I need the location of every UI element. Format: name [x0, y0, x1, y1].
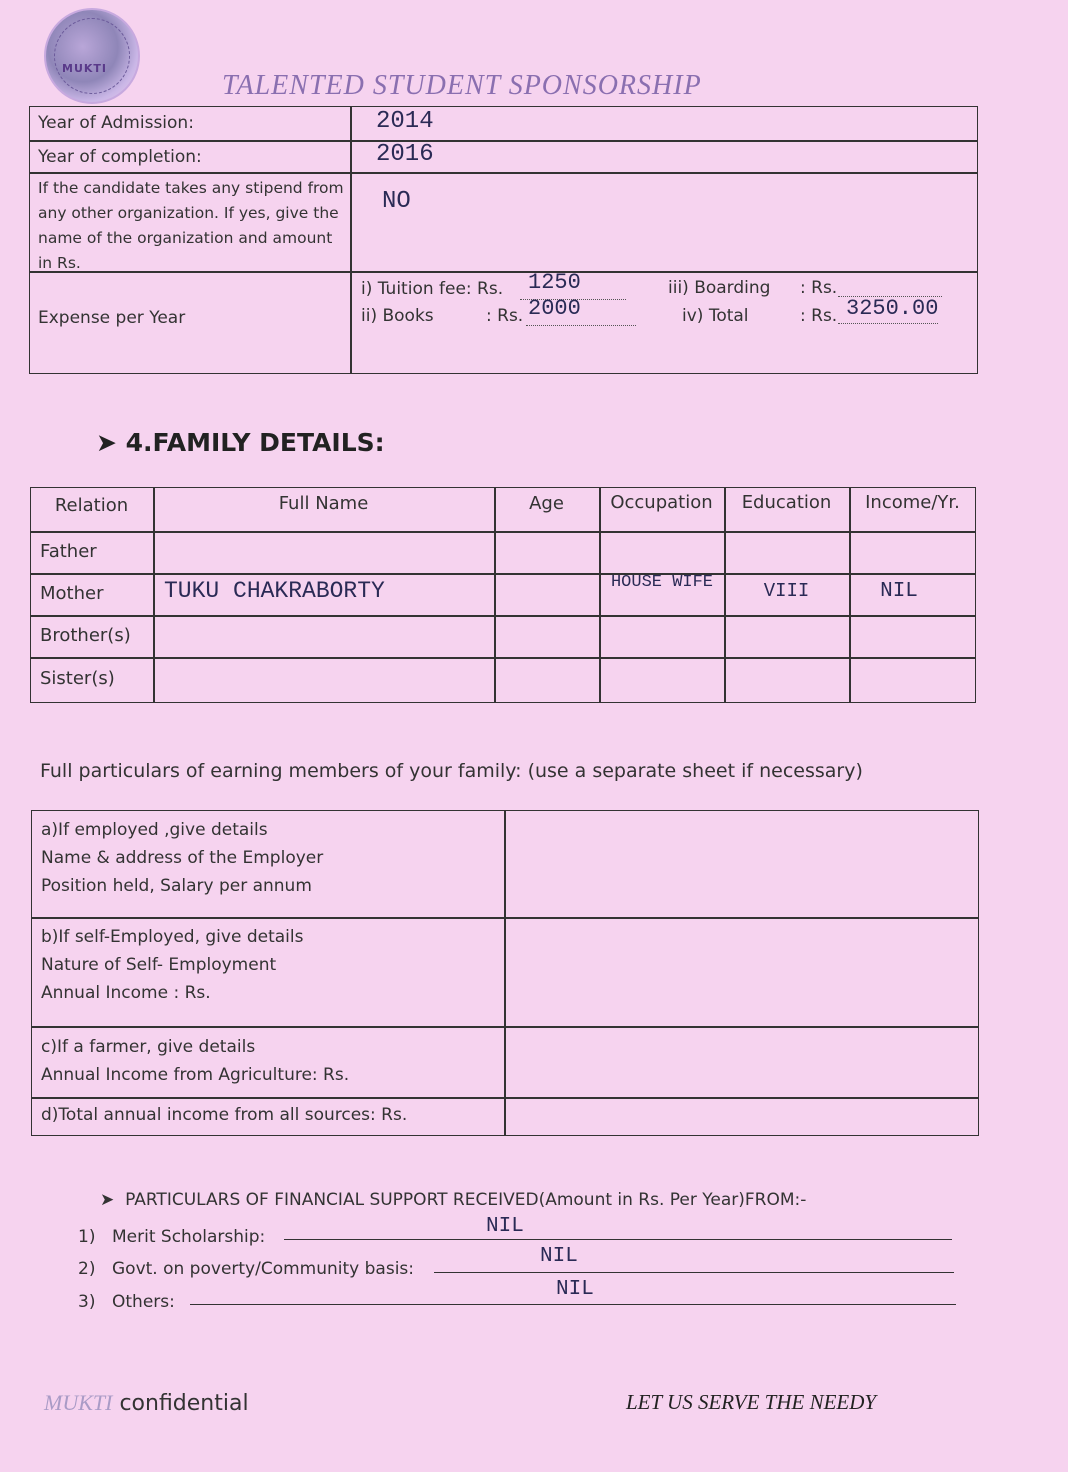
employed-section [41, 816, 323, 900]
support-num-1: 1) [78, 1227, 96, 1247]
row-divider [31, 1026, 979, 1028]
farmer-line-2: Annual Income from Agriculture: Rs. [41, 1065, 350, 1085]
row-divider [30, 615, 976, 617]
stipend-label: If the candidate takes any stipend from any other organization. If yes, give the name of the organization and amount in Rs. [38, 179, 344, 272]
row-divider [31, 917, 979, 919]
arrow-bullet-icon: ➤ [96, 428, 126, 457]
footer-motto: LET US SERVE THE NEEDY [626, 1390, 877, 1414]
others-support-label: Others: [112, 1292, 175, 1312]
logo-text: MUKTI [62, 62, 107, 75]
row-divider [30, 573, 976, 575]
stipend-value[interactable]: NO [382, 188, 411, 215]
merit-scholarship-value[interactable]: NIL [486, 1215, 524, 1238]
year-completion-value[interactable]: 2016 [376, 141, 434, 168]
employed-line-2: Name & address of the Employer [41, 848, 324, 868]
relation-mother: Mother [40, 583, 104, 604]
govt-support-label: Govt. on poverty/Community basis: [112, 1259, 415, 1279]
self-employed-line-2: Nature of Self- Employment [41, 955, 277, 975]
row-divider [30, 531, 976, 533]
col-divider [153, 487, 155, 703]
row-divider [31, 1097, 979, 1099]
family-details-heading [96, 428, 385, 457]
financial-support-heading-text: PARTICULARS OF FINANCIAL SUPPORT RECEIVED(Amount in Rs. Per Year)FROM:- [125, 1190, 807, 1210]
farmer-line-1: c)If a farmer, give details [41, 1037, 256, 1057]
arrow-bullet-icon: ➤ [100, 1190, 126, 1210]
relation-father: Father [40, 541, 97, 562]
boarding-label: iii) Boarding [668, 278, 771, 298]
others-support-value[interactable]: NIL [556, 1278, 594, 1301]
mother-education[interactable]: VIII [763, 580, 810, 602]
self-employed-line-3: Annual Income : Rs. [41, 983, 211, 1003]
expense-label: Expense per Year [38, 308, 186, 328]
stipend-value-cell [350, 172, 978, 273]
books-label: ii) Books [361, 306, 434, 326]
govt-support-value[interactable]: NIL [540, 1245, 578, 1268]
self-employed-section [41, 923, 303, 1007]
footer-brand: MUKTI [44, 1390, 113, 1415]
footer-confidential [44, 1390, 249, 1416]
govt-support-line [434, 1256, 954, 1273]
col-header-education: Education [741, 492, 832, 513]
books-rs: : Rs. [486, 306, 524, 326]
year-admission-label: Year of Admission: [38, 113, 194, 133]
col-header-full-name: Full Name [278, 493, 369, 514]
boarding-rs: : Rs. [800, 278, 838, 298]
logo-ring [54, 18, 130, 94]
total-income-label: d)Total annual income from all sources: Rs. [41, 1105, 408, 1125]
self-employed-line-1: b)If self-Employed, give details [41, 927, 304, 947]
total-label: iv) Total [682, 306, 749, 326]
mother-income[interactable]: NIL [880, 580, 918, 603]
total-value[interactable]: 3250.00 [846, 296, 939, 321]
year-admission-value[interactable]: 2014 [376, 108, 434, 135]
col-divider [504, 810, 506, 1136]
family-heading-text: 4.FAMILY DETAILS: [125, 428, 385, 457]
col-divider [494, 487, 496, 703]
completion-value-cell [350, 140, 978, 174]
earning-members-intro: Full particulars of earning members of your family: (use a separate sheet if necessary) [40, 760, 863, 782]
boarding-line [838, 280, 942, 297]
page-title: TALENTED STUDENT SPONSORSHIP [222, 70, 702, 101]
mukti-logo [44, 8, 140, 104]
employed-line-3: Position held, Salary per annum [41, 876, 312, 896]
mother-name[interactable]: TUKU CHAKRABORTY [164, 578, 385, 604]
relation-brothers: Brother(s) [40, 625, 131, 646]
footer-confidential-text: confidential [112, 1391, 249, 1416]
year-completion-label: Year of completion: [38, 147, 202, 167]
books-value[interactable]: 2000 [528, 296, 581, 321]
tuition-value[interactable]: 1250 [528, 270, 581, 295]
employed-line-1: a)If employed ,give details [41, 820, 268, 840]
mother-occupation[interactable]: HOUSE WIFE [610, 573, 714, 592]
support-num-2: 2) [78, 1259, 96, 1279]
farmer-section [41, 1033, 349, 1089]
total-rs: : Rs. [800, 306, 838, 326]
merit-scholarship-label: Merit Scholarship: [112, 1227, 266, 1247]
col-header-age: Age [529, 493, 564, 514]
support-num-3: 3) [78, 1292, 96, 1312]
admission-value-cell [350, 106, 978, 142]
relation-sisters: Sister(s) [40, 668, 115, 689]
col-divider [599, 487, 601, 703]
row-divider [30, 657, 976, 659]
merit-scholarship-line [284, 1223, 952, 1240]
col-header-income: Income/Yr. [865, 492, 960, 513]
tuition-label: i) Tuition fee: Rs. [361, 279, 504, 299]
col-header-relation: Relation [54, 495, 129, 516]
col-header-occupation: Occupation [610, 492, 713, 513]
financial-support-heading [100, 1190, 806, 1210]
